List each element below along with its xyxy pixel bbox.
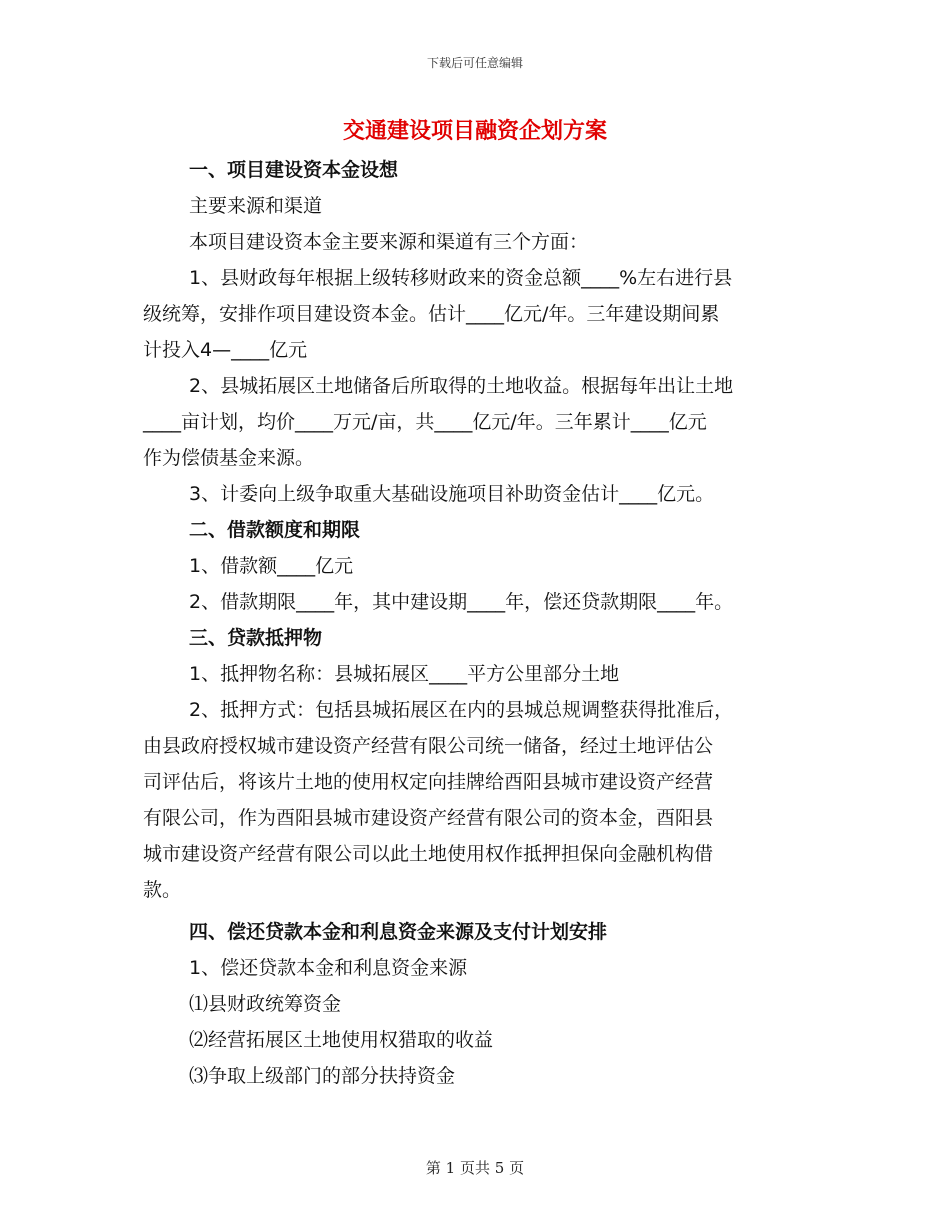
paragraph-line: 城市建设资产经营有限公司以此土地使用权作抵押担保向金融机构借 [143,843,714,865]
paragraph-line: 款。 [143,879,182,901]
section-heading: 三、贷款抵押物 [189,627,323,649]
paragraph-line: ____亩计划，均价____万元/亩，共____亿元/年。三年累计____亿元 [143,411,707,433]
paragraph-line: 1、抵押物名称：县城拓展区____平方公里部分土地 [189,663,620,685]
paragraph-line: 由县政府授权城市建设资产经营有限公司统一储备，经过土地评估公 [143,735,714,757]
document-title: 交通建设项目融资企划方案 [342,118,607,144]
paragraph-line: ⑴县财政统筹资金 [189,993,342,1015]
paragraph-line: 1、偿还贷款本金和利息资金来源 [189,957,468,979]
paragraph-line: 1、借款额____亿元 [189,555,354,577]
paragraph-line: ⑵经营拓展区土地使用权猎取的收益 [189,1029,494,1051]
paragraph-line: 作为偿债基金来源。 [143,447,315,469]
section-heading: 二、借款额度和期限 [189,519,361,541]
section-heading: 一、项目建设资本金设想 [189,159,399,181]
paragraph-line: 级统筹，安排作项目建设资本金。估计____亿元/年。三年建设期间累 [143,303,720,325]
paragraph-line: 2、借款期限____年，其中建设期____年，偿还贷款期限____年。 [189,591,734,613]
page-header: 下载后可任意编辑 [426,56,523,70]
paragraph-line: 本项目建设资本金主要来源和渠道有三个方面： [189,231,589,253]
paragraph-line: 司评估后，将该片土地的使用权定向挂牌给酉阳县城市建设资产经营 [143,771,714,793]
paragraph-line: 计投入4—____亿元 [143,339,308,361]
paragraph-line: 有限公司，作为酉阳县城市建设资产经营有限公司的资本金，酉阳县 [143,807,714,829]
document-body [143,152,813,1094]
paragraph-line: 主要来源和渠道 [189,195,323,217]
section-heading: 四、偿还贷款本金和利息资金来源及支付计划安排 [189,921,608,943]
paragraph-line: 1、县财政每年根据上级转移财政来的资金总额____%左右进行县 [189,267,733,289]
paragraph-line: 3、计委向上级争取重大基础设施项目补助资金估计____亿元。 [189,483,715,505]
paragraph-line: 2、县城拓展区土地储备后所取得的土地收益。根据每年出让土地 [189,375,734,397]
paragraph-line: 2、抵押方式：包括县城拓展区在内的县城总规调整获得批准后， [189,699,734,721]
paragraph-line: ⑶争取上级部门的部分扶持资金 [189,1065,456,1087]
page-footer: 第 1 页共 5 页 [425,1159,525,1177]
